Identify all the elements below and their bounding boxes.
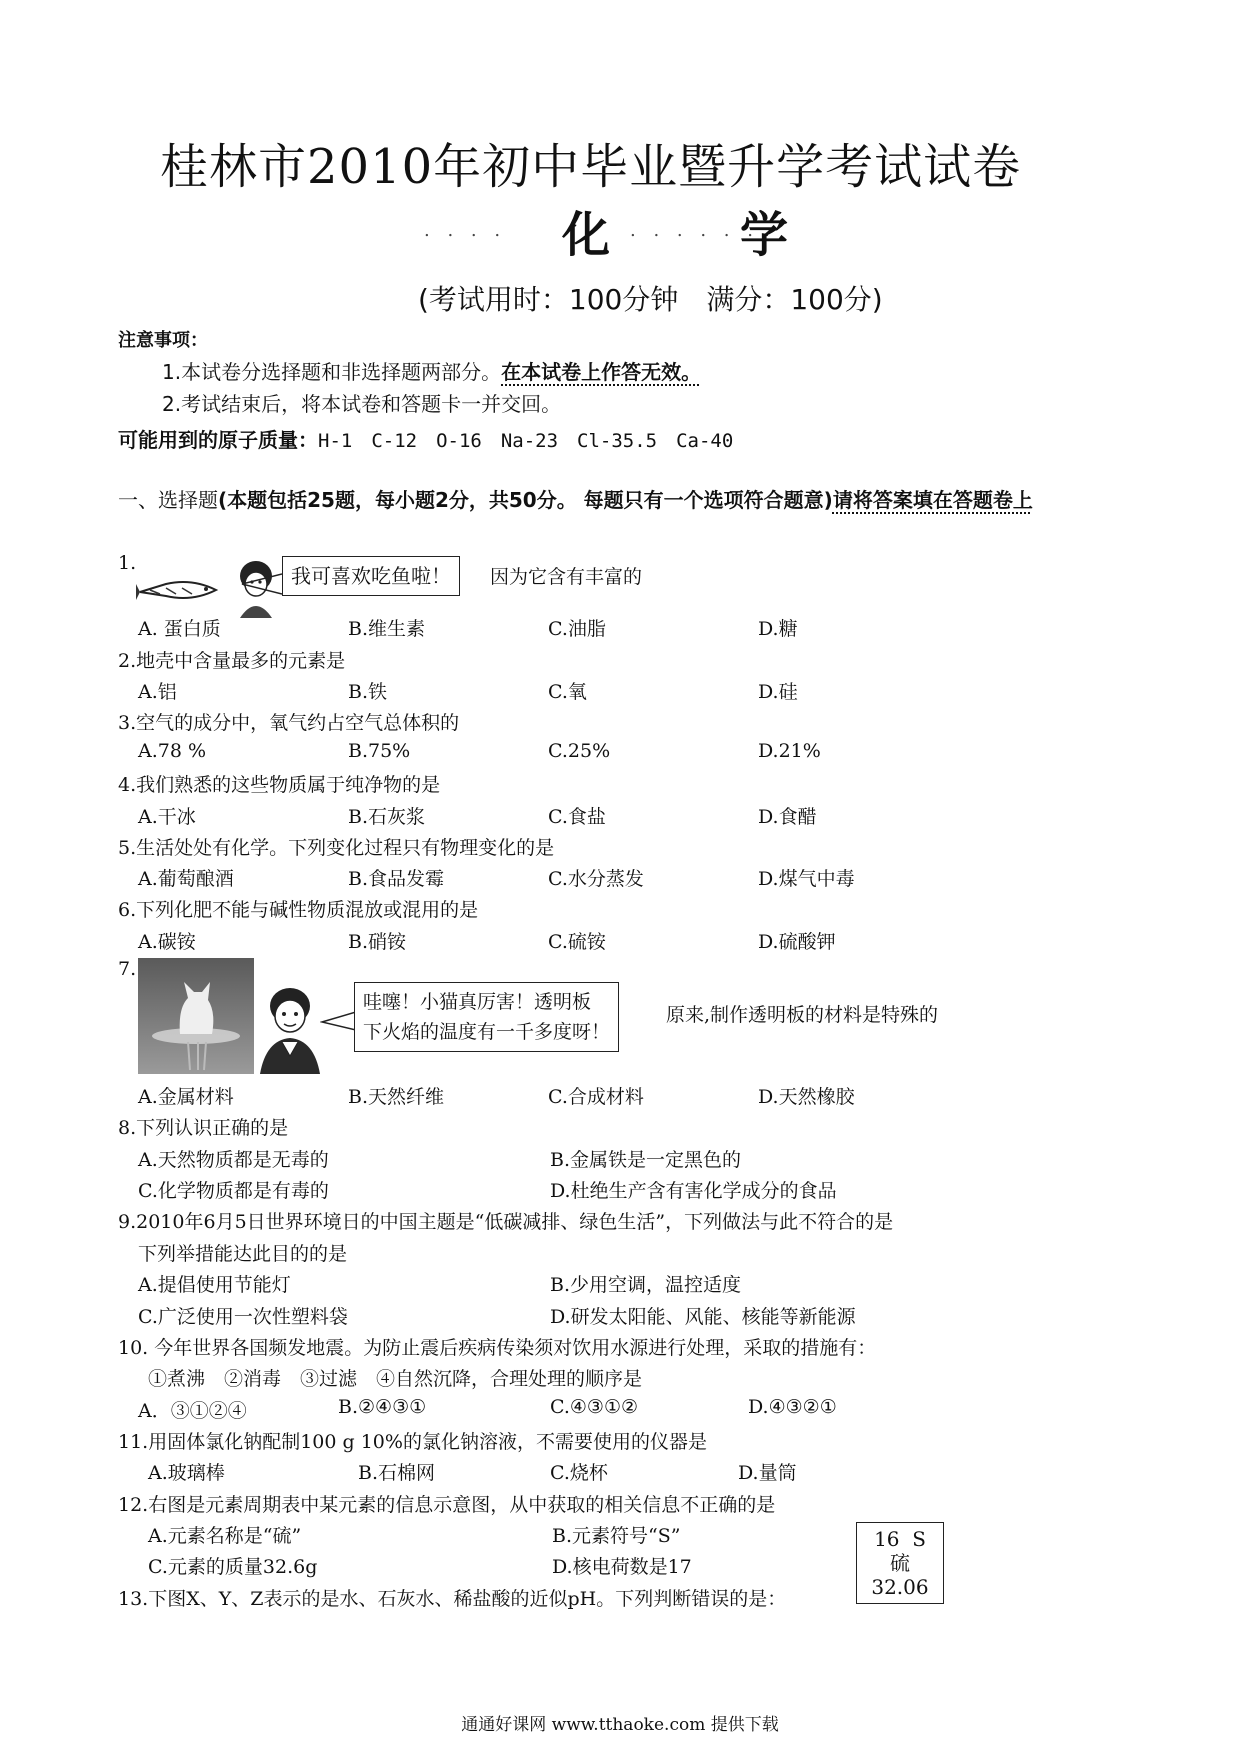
question-text: 6.下列化肥不能与碱性物质混放或混用的是 <box>118 899 479 921</box>
option: B.75% <box>348 740 411 762</box>
element-symbol: S <box>912 1527 926 1551</box>
element-name: 硫 <box>890 1551 910 1575</box>
option: B.元素符号“S” <box>552 1525 681 1547</box>
option: A.玻璃棒 <box>148 1462 225 1484</box>
question-text: 5.生活处处有化学。下列变化过程只有物理变化的是 <box>118 837 555 859</box>
option: C.水分蒸发 <box>548 868 644 890</box>
speech-bubble-q7: 哇噻！小猫真厉害！透明板 下火焰的温度有一千多度呀！ <box>354 982 619 1052</box>
question-text: 11.用固体氯化钠配制100 g 10%的氯化钠溶液，不需要使用的仪器是 <box>118 1431 707 1453</box>
option: A.铝 <box>138 681 177 703</box>
option: B.石棉网 <box>358 1462 436 1484</box>
option: D.21% <box>758 740 821 762</box>
atomic-masses: 可能用到的原子质量：H-1 C-12 O-16 Na-23 Cl-35.5 Ca-40 <box>118 428 734 452</box>
question-text: 8.下列认识正确的是 <box>118 1117 289 1139</box>
option: A．③①②④ <box>138 1400 247 1422</box>
question-text: 2.地壳中含量最多的元素是 <box>118 650 346 672</box>
option: C.25% <box>548 740 611 762</box>
option: D.核电荷数是17 <box>552 1556 692 1578</box>
option: D.研发太阳能、风能、核能等新能源 <box>550 1306 856 1328</box>
option: D.食醋 <box>758 806 817 828</box>
speech-bubble-tail <box>320 1010 356 1034</box>
exam-time-info: (考试用时：100分钟 满分：100分) <box>418 283 883 316</box>
option: A.金属材料 <box>138 1086 234 1108</box>
option: B.铁 <box>348 681 388 703</box>
option: A.葡萄酿酒 <box>138 868 234 890</box>
option: A.78 % <box>138 740 207 762</box>
option: D.杜绝生产含有害化学成分的食品 <box>550 1180 837 1202</box>
option: D.糖 <box>758 618 798 640</box>
option: C.合成材料 <box>548 1086 644 1108</box>
option: D.④③②① <box>748 1396 837 1418</box>
speech-bubble-q1: 我可喜欢吃鱼啦！ <box>282 556 460 596</box>
periodic-element-tile <box>856 1522 944 1604</box>
question-text: 9.2010年6月5日世界环境日的中国主题是“低碳减排、绿色生活”，下列做法与此不符合的是 <box>118 1211 894 1233</box>
option: B.硝铵 <box>348 931 407 953</box>
speech-bubble-tail <box>240 570 282 600</box>
option: C.食盐 <box>548 806 606 828</box>
option: C.氧 <box>548 681 587 703</box>
option: C.化学物质都是有毒的 <box>138 1180 329 1202</box>
option: B.②④③① <box>338 1396 427 1418</box>
option: D.量筒 <box>738 1462 797 1484</box>
question-number: 7. <box>118 958 137 980</box>
section-heading: 一、选择题(本题包括25题，每小题2分，共50分。 每题只有一个选项符合题意)请将答案填在答题卷上 <box>118 488 1033 512</box>
question-text-line2: 下列举措能达此目的的是 <box>138 1243 348 1265</box>
subject-char-2: 学 <box>740 207 789 263</box>
option: C.硫铵 <box>548 931 606 953</box>
option: C.④③①② <box>550 1396 639 1418</box>
option: A.元素名称是“硫” <box>148 1525 302 1547</box>
question-text-line2: ①煮沸 ②消毒 ③过滤 ④自然沉降，合理处理的顺序是 <box>148 1368 643 1390</box>
question-text: 因为它含有丰富的 <box>490 566 643 588</box>
option: D.煤气中毒 <box>758 868 855 890</box>
question-text: 13.下图X、Y、Z表示的是水、石灰水、稀盐酸的近似pH。下列判断错误的是： <box>118 1588 787 1610</box>
emphasis-dots: . . . . . . <box>630 220 759 241</box>
cat-on-plate-photo <box>138 958 254 1074</box>
boy-cartoon <box>256 986 322 1074</box>
option: C.元素的质量32.6g <box>148 1556 318 1578</box>
question-text: 原来,制作透明板的材料是特殊的 <box>666 1004 939 1026</box>
option: B.食品发霉 <box>348 868 445 890</box>
option: D.硫酸钾 <box>758 931 836 953</box>
question-text: 10. 今年世界各国频发地震。为防止震后疾病传染须对饮用水源进行处理，采取的措施有： <box>118 1337 877 1359</box>
option: A.天然物质都是无毒的 <box>138 1149 329 1171</box>
question-number: 1. <box>118 552 137 574</box>
note-emphasis: 在本试卷上作答无效。 <box>501 360 702 384</box>
subject-char-1: 化 <box>562 207 611 263</box>
note-item-2: 2.考试结束后，将本试卷和答题卡一并交回。 <box>162 392 562 416</box>
atomic-mass: 32.06 <box>871 1575 929 1599</box>
option: A. 蛋白质 <box>138 618 221 640</box>
option: A.提倡使用节能灯 <box>138 1274 291 1296</box>
question-text: 12.右图是元素周期表中某元素的信息示意图，从中获取的相关信息不正确的是 <box>118 1494 776 1516</box>
section-instruction: 请将答案填在答题卷上 <box>832 488 1033 512</box>
option: B.天然纤维 <box>348 1086 445 1108</box>
emphasis-dots: . . . . <box>424 220 507 241</box>
option: B.少用空调，温控适度 <box>550 1274 742 1296</box>
option: C.油脂 <box>548 618 606 640</box>
question-text: 3.空气的成分中，氧气约占空气总体积的 <box>118 712 460 734</box>
option: D.天然橡胶 <box>758 1086 855 1108</box>
option: B.金属铁是一定黑色的 <box>550 1149 742 1171</box>
atomic-number: 16 <box>874 1527 900 1551</box>
option: A.碳铵 <box>138 931 196 953</box>
option: C.广泛使用一次性塑料袋 <box>138 1306 348 1328</box>
question-text: 4.我们熟悉的这些物质属于纯净物的是 <box>118 774 441 796</box>
option: B.维生素 <box>348 618 426 640</box>
option: C.烧杯 <box>550 1462 608 1484</box>
option: A.干冰 <box>138 806 196 828</box>
option: B.石灰浆 <box>348 806 426 828</box>
option: D.硅 <box>758 681 798 703</box>
notes-heading: 注意事项： <box>118 330 208 351</box>
exam-title: 桂林市2010年初中毕业暨升学考试试卷 <box>160 139 1022 195</box>
note-item-1: 1.本试卷分选择题和非选择题两部分。在本试卷上作答无效。 <box>162 360 702 384</box>
page-footer: 通通好课网 www.tthaoke.com 提供下载 <box>461 1715 779 1735</box>
